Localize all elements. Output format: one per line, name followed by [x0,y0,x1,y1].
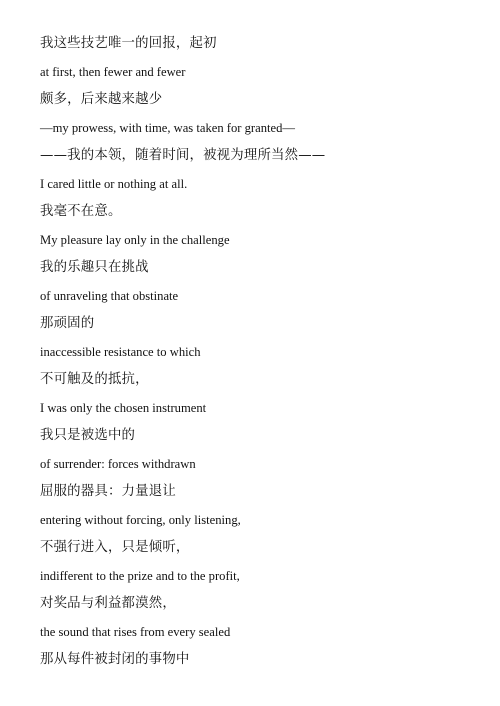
poem-line-zh: 我的乐趣只在挑战 [40,260,149,275]
poem-line-zh: 不可触及的抵抗， [40,372,149,387]
poem-line-en: I cared little or nothing at all. [40,177,188,191]
poem-line-en: My pleasure lay only in the challenge [40,233,230,247]
poem-line-zh: 那顽固的 [40,316,95,331]
poem-line-en: I was only the chosen instrument [40,401,207,415]
poem-line-zh: ——我的本领，随着时间，被视为理所当然—— [40,148,326,163]
poem-line-zh: 对奖品与利益都漠然， [40,596,176,611]
poem-line-zh: 那从每件被封闭的事物中 [40,652,190,667]
poem-line-en: inaccessible resistance to which [40,345,201,359]
poem-line-en: the sound that rises from every sealed [40,625,231,639]
poem-line-zh: 屈服的器具：力量退让 [40,484,176,499]
poem-line-en: of unraveling that obstinate [40,289,179,303]
poem-line-en: —my prowess, with time, was taken for granted— [40,121,295,135]
poem-line-zh: 我这些技艺唯一的回报，起初 [40,36,217,51]
poem-line-en: at first, then fewer and fewer [40,65,186,79]
poem-line-en: of surrender: forces withdrawn [40,457,196,471]
poem-line-zh: 我毫不在意。 [40,204,122,219]
poem-line-zh: 不强行进入，只是倾听， [40,540,190,555]
poem-line-zh: 我只是被选中的 [40,428,136,443]
poem-line-zh: 颇多，后来越来越少 [40,92,163,107]
poem-line-en: indifferent to the prize and to the profit, [40,569,240,583]
poem-line-en: entering without forcing, only listening, [40,513,241,527]
